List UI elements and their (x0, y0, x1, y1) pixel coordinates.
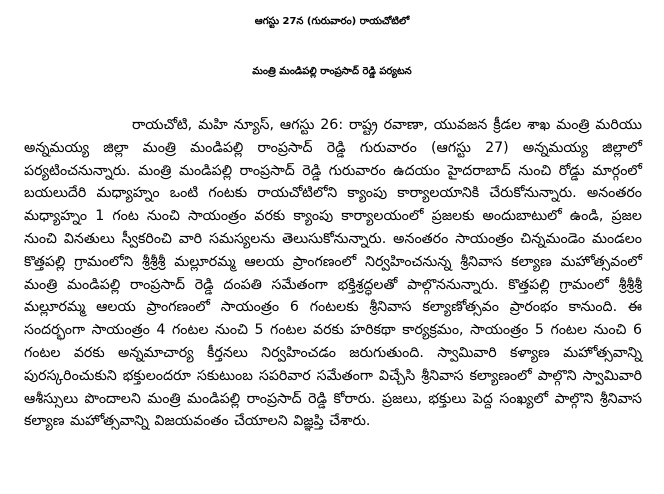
article-subtitle: ఆగస్టు 27న (గురువారం) రాయచోటిలో (254, 16, 410, 27)
article-body: రాయచోటి, మహి న్యూస్, ఆగస్టు 26: రాష్ట్ర రవాణా, యువజన క్రీడల శాఖ మంత్రి మరియు అన్నమయ్య జిల్లా మంత్రి మండిపల్లి రాంప్రసాద్ రెడ్డి గురువారం (ఆగస్టు 27) అన్నమయ్య జిల్లాలో పర్యటించనున్నారు. మంత్రి మండిపల్లి రాంప్రసాద్ రెడ్డి గురువారం ఉదయం హైదరాబాద్ నుంచి రోడ్డు మార్గంలో బయలుదేరి మధ్యాహ్నం ఒంటి గంటకు రాయచోటిలోని క్యాంపు కార్యాలయానికి చేరుకోనున్నారు. అనంతరం మధ్యాహ్నం 1 గంట నుంచి సాయంత్రం వరకు క్యాంపు కార్యాలయంలో ప్రజలకు అందుబాటులో ఉండి, ప్రజల నుంచి వినతులు స్వీకరించి వారి సమస్యలను తెలుసుకోనున్నారు. అనంతరం సాయంత్రం చిన్నమండెం మండలం కొత్తపల్లి గ్రామంలోని శ్రీశ్రీశ్రీ మల్లూరమ్మ ఆలయ ప్రాంగణంలో నిర్వహించనున్న శ్రీనివాస కల్యాణ మహోత్సవంలో మంత్రి మండిపల్లి రాంప్రసాద్ రెడ్డి దంపతి సమేతంగా భక్తిశ్రద్ధలతో పాల్గొననున్నారు. కొత్తపల్లి గ్రామంలో శ్రీశ్రీశ్రీ మల్లూరమ్మ ఆలయ ప్రాంగణంలో సాయంత్రం 6 గంటలకు శ్రీనివాస కల్యాణోత్సవం ప్రారంభం కానుంది. ఈ సందర్భంగా సాయంత్రం 4 గంటల నుంచి 5 గంటల వరకు హరికథా కార్యక్రమం, సాయంత్రం 5 గంటల నుంచి 6 గంటల వరకు అన్నమాచార్య కీర్తనలు నిర్వహించడం జరుగుతుంది. స్వామివారి కళ్యాణ మహోత్సవాన్ని పురస్కరించుకుని భక్తులందరూ సకుటుంబ సపరివార సమేతంగా విచ్చేసి శ్రీనివాస కల్యాణంలో పాల్గొని స్వామివారి ఆశీస్సులు పొందాలని మంత్రి మండిపల్లి రాంప్రసాద్ రెడ్డి కోరారు. ప్రజలు, భక్తులు పెద్ద సంఖ్యలో పాల్గొని శ్రీనివాస కల్యాణ మహోత్సవాన్ని విజయవంతం చేయాలని విజ్ఞప్తి చేశారు. (24, 117, 642, 430)
article-headline: మంత్రి మండిపల్లి రాంప్రసాద్ రెడ్డి పర్యటన (252, 66, 412, 77)
